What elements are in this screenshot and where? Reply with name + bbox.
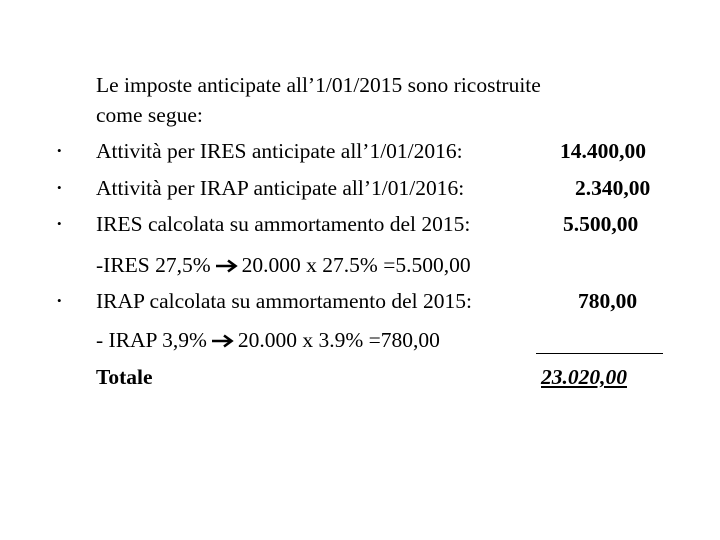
- irap-rate-text: - IRAP 3,9%: [96, 328, 207, 352]
- item-ires-ammortamento-value: 5.500,00: [563, 212, 639, 236]
- item-irap-ammortamento-value: 780,00: [578, 289, 638, 313]
- total-label: Totale: [96, 365, 153, 389]
- bullet-icon: •: [57, 216, 62, 231]
- bullet-icon: •: [57, 180, 62, 195]
- item-ires-anticipate-label: Attività per IRES anticipate all’1/01/2016:: [96, 139, 463, 163]
- arrow-right-icon: [215, 259, 239, 273]
- ires-rate-text: -IRES 27,5%: [96, 253, 211, 277]
- ires-detail-line: [96, 253, 471, 277]
- item-irap-ammortamento-label: IRAP calcolata su ammortamento del 2015:: [96, 289, 472, 313]
- arrow-right-icon: [211, 334, 235, 348]
- item-irap-anticipate-label: Attività per IRAP anticipate all’1/01/2016:: [96, 176, 465, 200]
- bullet-icon: •: [57, 293, 62, 308]
- irap-calc-text: 20.000 x 3.9% =780,00: [237, 328, 440, 352]
- ires-calc-text: 20.000 x 27.5% =5.500,00: [241, 253, 471, 277]
- irap-detail-line: [96, 328, 440, 352]
- total-value: 23.020,00: [541, 365, 627, 389]
- bullet-icon: •: [57, 143, 62, 158]
- intro-line-1: Le imposte anticipate all’1/01/2015 sono ricostruite: [96, 73, 541, 97]
- item-irap-anticipate-value: 2.340,00: [575, 176, 651, 200]
- intro-line-2: come segue:: [96, 103, 203, 127]
- sum-divider: [536, 353, 663, 354]
- item-ires-anticipate-value: 14.400,00: [560, 139, 646, 163]
- item-ires-ammortamento-label: IRES calcolata su ammortamento del 2015:: [96, 212, 471, 236]
